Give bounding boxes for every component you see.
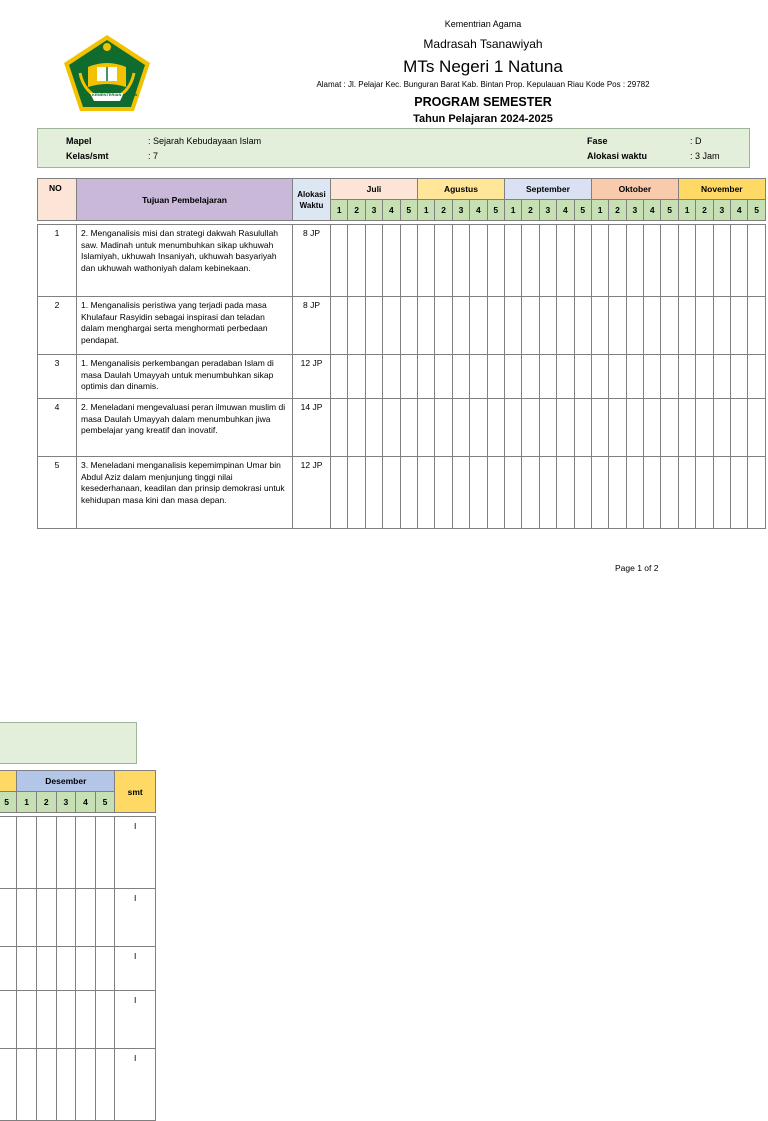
week-cell	[713, 225, 730, 297]
week-cell	[487, 297, 504, 355]
week-cell	[539, 225, 556, 297]
week-number: 3	[365, 200, 382, 221]
week-cell	[365, 355, 382, 399]
week-cell	[591, 355, 608, 399]
week-cell	[400, 399, 417, 457]
week-cell	[487, 355, 504, 399]
week-cell	[17, 991, 37, 1049]
week-cell	[591, 297, 608, 355]
subject-info-box	[37, 128, 750, 168]
time-allocation: 12 JP	[293, 355, 331, 399]
week-cell	[644, 297, 661, 355]
week-cell	[661, 399, 678, 457]
week-cell	[748, 355, 765, 399]
week-cell	[400, 225, 417, 297]
week-cell	[452, 457, 469, 529]
week-cell	[348, 225, 365, 297]
week-cell	[574, 225, 591, 297]
week-cell	[383, 297, 400, 355]
week-cell	[435, 457, 452, 529]
header-smt: smt	[115, 771, 156, 813]
week-cell	[0, 991, 17, 1049]
week-cell	[56, 1049, 76, 1121]
week-cell	[661, 225, 678, 297]
week-cell	[713, 355, 730, 399]
week-cell	[0, 1049, 17, 1121]
week-cell	[591, 399, 608, 457]
time-allocation: 8 JP	[293, 297, 331, 355]
week-cell	[0, 817, 17, 889]
week-cell	[36, 991, 56, 1049]
week-cell	[609, 297, 626, 355]
week-cell	[557, 225, 574, 297]
fase-value: : D	[690, 136, 702, 146]
week-cell	[76, 991, 96, 1049]
week-number: 2	[696, 200, 713, 221]
week-number: 5	[95, 792, 115, 813]
week-number: 3	[539, 200, 556, 221]
week-cell	[383, 399, 400, 457]
week-cell	[452, 225, 469, 297]
week-cell	[574, 355, 591, 399]
week-cell	[36, 1049, 56, 1121]
header-alokasi: Alokasi Waktu	[293, 179, 331, 221]
week-cell	[348, 457, 365, 529]
week-cell	[435, 225, 452, 297]
week-cell	[504, 399, 521, 457]
week-cell	[522, 297, 539, 355]
row-number: 1	[38, 225, 77, 297]
week-cell	[435, 399, 452, 457]
week-cell	[331, 297, 348, 355]
week-cell	[661, 457, 678, 529]
week-cell	[95, 889, 115, 947]
week-cell	[696, 399, 713, 457]
week-number: 2	[522, 200, 539, 221]
document-title: PROGRAM SEMESTER	[414, 95, 552, 109]
fase-label: Fase	[587, 136, 608, 146]
week-cell	[487, 457, 504, 529]
week-cell	[591, 457, 608, 529]
week-cell	[383, 355, 400, 399]
madrasah-label: Madrasah Tsanawiyah	[423, 37, 543, 51]
week-cell	[56, 889, 76, 947]
week-number: 1	[591, 200, 608, 221]
week-number: 3	[452, 200, 469, 221]
week-cell	[557, 399, 574, 457]
table-body-continued	[0, 817, 156, 1121]
header-no: NO	[38, 179, 77, 221]
week-cell	[678, 399, 695, 457]
week-cell	[452, 297, 469, 355]
week-cell	[95, 817, 115, 889]
program-table-continued	[0, 770, 156, 1121]
week-number: 4	[470, 200, 487, 221]
row-number: 4	[38, 399, 77, 457]
week-number: 1	[678, 200, 695, 221]
week-cell	[713, 297, 730, 355]
table-clip	[37, 178, 759, 530]
week-cell	[383, 457, 400, 529]
table-body	[38, 225, 766, 529]
week-number: 4	[644, 200, 661, 221]
week-cell	[731, 225, 748, 297]
week-cell	[400, 457, 417, 529]
week-cell	[365, 225, 382, 297]
table-row	[38, 399, 766, 457]
week-cell	[331, 225, 348, 297]
time-allocation: 14 JP	[293, 399, 331, 457]
table-row	[0, 1049, 156, 1121]
table-row	[38, 355, 766, 399]
week-cell	[17, 889, 37, 947]
week-cell	[713, 399, 730, 457]
week-cell	[400, 355, 417, 399]
time-allocation: 8 JP	[293, 225, 331, 297]
row-number: 2	[38, 297, 77, 355]
week-cell	[678, 225, 695, 297]
week-number: 4	[383, 200, 400, 221]
week-cell	[591, 225, 608, 297]
month-oktober: Oktober	[591, 179, 678, 200]
week-cell	[557, 297, 574, 355]
week-cell	[56, 947, 76, 991]
subject-info-box-continued	[0, 722, 137, 764]
learning-objective: 1. Menganalisis perkembangan peradaban Islam di masa Daulah Umayyah untuk menumbuhkan sikap optimis dan dinamis.	[77, 355, 293, 399]
week-cell	[609, 399, 626, 457]
week-cell	[574, 297, 591, 355]
week-cell	[731, 297, 748, 355]
semester-cell: I	[115, 991, 156, 1049]
week-number: 3	[713, 200, 730, 221]
week-cell	[504, 355, 521, 399]
month-prev-fill	[0, 771, 17, 792]
week-cell	[522, 355, 539, 399]
academic-year: Tahun Pelajaran 2024-2025	[413, 113, 553, 125]
page-number: Page 1 of 2	[615, 563, 659, 573]
week-cell	[76, 947, 96, 991]
week-cell	[748, 399, 765, 457]
school-logo	[62, 33, 152, 113]
month-agustus: Agustus	[417, 179, 504, 200]
week-cell	[522, 399, 539, 457]
week-cell	[36, 817, 56, 889]
week-number: 2	[435, 200, 452, 221]
week-cell	[36, 947, 56, 991]
week-cell	[417, 355, 434, 399]
week-cell	[696, 457, 713, 529]
week-cell	[539, 399, 556, 457]
week-number: 5	[400, 200, 417, 221]
week-cell	[470, 297, 487, 355]
week-cell	[470, 457, 487, 529]
week-cell	[36, 889, 56, 947]
week-cell	[626, 457, 643, 529]
week-cell	[557, 355, 574, 399]
week-cell	[644, 355, 661, 399]
week-number: 2	[348, 200, 365, 221]
week-cell	[609, 355, 626, 399]
week-cell	[348, 297, 365, 355]
week-cell	[365, 297, 382, 355]
week-cell	[331, 399, 348, 457]
week-cell	[609, 225, 626, 297]
header-tujuan: Tujuan Pembelajaran	[77, 179, 293, 221]
week-cell	[661, 355, 678, 399]
week-cell	[539, 457, 556, 529]
month-november: November	[678, 179, 765, 200]
week-number: 1	[17, 792, 37, 813]
week-cell	[417, 297, 434, 355]
week-cell	[365, 399, 382, 457]
learning-objective: 2. Menganalisis misi dan strategi dakwah Rasulullah saw. Madinah untuk menumbuhkan sikap ukhuwah Islamiyah, ukhuwah Insaniyah, ukhuwah basyariyah dan ukhuwah wathoniyah dalam kebinekaan.	[77, 225, 293, 297]
week-cell	[56, 991, 76, 1049]
week-cell	[17, 1049, 37, 1121]
week-cell	[678, 457, 695, 529]
week-cell	[331, 355, 348, 399]
week-number: 2	[609, 200, 626, 221]
time-allocation: 12 JP	[293, 457, 331, 529]
week-cell	[331, 457, 348, 529]
learning-objective: 2. Meneladani mengevaluasi peran ilmuwan muslim di masa Daulah Umayyah dalam menumbuhkan jiwa pembelajar yang kreatif dan inovatif.	[77, 399, 293, 457]
week-cell	[95, 991, 115, 1049]
week-cell	[678, 355, 695, 399]
table-row	[38, 225, 766, 297]
week-cell	[452, 355, 469, 399]
week-cell	[470, 399, 487, 457]
week-cell	[365, 457, 382, 529]
table-row	[0, 889, 156, 947]
week-cell	[487, 225, 504, 297]
week-cell	[470, 355, 487, 399]
week-cell	[504, 225, 521, 297]
week-number: 5	[574, 200, 591, 221]
week-cell	[400, 297, 417, 355]
week-cell	[348, 355, 365, 399]
learning-objective: 3. Meneladani menganalisis kepemimpinan Umar bin Abdul Aziz dalam menjunjung tinggi nilai kesederhanaan, keadilan dan prinsip demokrasi untuk kehidupan masa kini dan masa depan.	[77, 457, 293, 529]
semester-cell: I	[115, 947, 156, 991]
week-cell	[435, 297, 452, 355]
week-cell	[76, 889, 96, 947]
week-number: 1	[331, 200, 348, 221]
week-number: 4	[557, 200, 574, 221]
ministry-label: Kementrian Agama	[444, 19, 522, 29]
week-cell	[56, 817, 76, 889]
alokasi-value: : 3 Jam	[690, 151, 720, 161]
kelas-value: : 7	[148, 151, 159, 161]
table-row	[0, 947, 156, 991]
week-number: 4	[76, 792, 96, 813]
week-number: 1	[504, 200, 521, 221]
learning-objective: 1. Menganalisis peristiwa yang terjadi pada masa Khulafaur Rasyidin sebagai inspirasi dan teladan dalam menghargai serta menghormati perbedaan pendapat.	[77, 297, 293, 355]
week-cell	[522, 225, 539, 297]
week-cell	[383, 225, 400, 297]
month-desember: Desember	[17, 771, 115, 792]
table-row	[38, 457, 766, 529]
week-cell	[417, 399, 434, 457]
week-cell	[557, 457, 574, 529]
week-cell	[748, 225, 765, 297]
school-name: MTs Negeri 1 Natuna	[403, 57, 563, 76]
week-cell	[76, 1049, 96, 1121]
week-number: 2	[36, 792, 56, 813]
week-cell	[452, 399, 469, 457]
week-cell	[748, 297, 765, 355]
week-cell	[574, 399, 591, 457]
row-number: 5	[38, 457, 77, 529]
week-cell	[678, 297, 695, 355]
week-cell	[0, 947, 17, 991]
week-cell	[17, 947, 37, 991]
week-cell	[731, 457, 748, 529]
week-cell	[713, 457, 730, 529]
week-cell	[644, 225, 661, 297]
week-cell	[76, 817, 96, 889]
week-cell	[504, 457, 521, 529]
week-cell	[435, 355, 452, 399]
week-cell	[626, 355, 643, 399]
week-number: 5	[0, 792, 17, 813]
week-number: 3	[626, 200, 643, 221]
logo-ribbon-text: KEMENTERIAN AGAMA	[92, 92, 138, 97]
school-address: Alamat : Jl. Pelajar Kec. Bunguran Barat Kab. Bintan Prop. Kepulauan Riau Kode Pos : 29782	[316, 80, 650, 89]
week-cell	[696, 297, 713, 355]
week-number: 4	[731, 200, 748, 221]
semester-cell: I	[115, 817, 156, 889]
table-row	[0, 991, 156, 1049]
week-cell	[696, 355, 713, 399]
program-table	[37, 178, 766, 529]
alokasi-label: Alokasi waktu	[587, 151, 648, 161]
week-cell	[417, 225, 434, 297]
week-cell	[661, 297, 678, 355]
week-number: 3	[56, 792, 76, 813]
week-number: 5	[748, 200, 765, 221]
week-cell	[0, 889, 17, 947]
week-cell	[504, 297, 521, 355]
week-cell	[626, 399, 643, 457]
table-row	[38, 297, 766, 355]
week-cell	[644, 399, 661, 457]
kelas-label: Kelas/smt	[66, 151, 109, 161]
week-cell	[539, 355, 556, 399]
semester-cell: I	[115, 1049, 156, 1121]
month-juli: Juli	[331, 179, 418, 200]
week-cell	[626, 297, 643, 355]
table-clip-page2	[0, 770, 156, 1063]
month-september: September	[504, 179, 591, 200]
week-number: 1	[417, 200, 434, 221]
week-cell	[417, 457, 434, 529]
week-cell	[539, 297, 556, 355]
week-cell	[731, 355, 748, 399]
table-row	[0, 817, 156, 889]
week-cell	[731, 399, 748, 457]
week-cell	[487, 399, 504, 457]
week-number: 5	[661, 200, 678, 221]
kemenag-logo-icon	[62, 33, 152, 113]
semester-cell: I	[115, 889, 156, 947]
week-cell	[748, 457, 765, 529]
week-cell	[348, 399, 365, 457]
week-cell	[17, 817, 37, 889]
week-cell	[574, 457, 591, 529]
week-cell	[470, 225, 487, 297]
row-number: 3	[38, 355, 77, 399]
mapel-label: Mapel	[66, 136, 92, 146]
week-cell	[644, 457, 661, 529]
week-cell	[696, 225, 713, 297]
week-cell	[609, 457, 626, 529]
week-cell	[522, 457, 539, 529]
week-cell	[95, 947, 115, 991]
week-cell	[95, 1049, 115, 1121]
week-number: 5	[487, 200, 504, 221]
mapel-value: : Sejarah Kebudayaan Islam	[148, 136, 262, 146]
week-cell	[626, 225, 643, 297]
